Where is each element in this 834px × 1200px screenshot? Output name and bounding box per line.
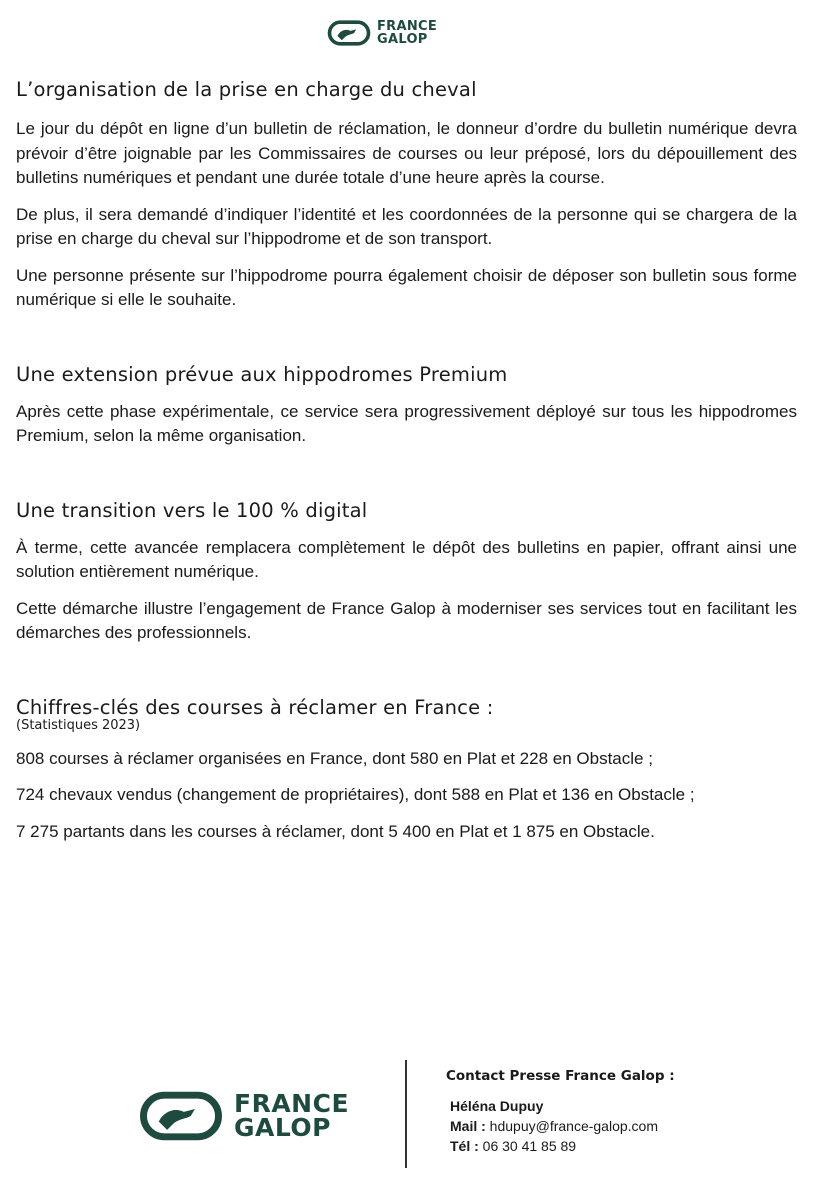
logo-word-line1: FRANCE <box>377 19 438 34</box>
section-subheading: (Statistiques 2023) <box>16 717 141 733</box>
mail-link[interactable]: hdupuy@france-galop.com <box>489 1118 658 1134</box>
paragraph: Le jour du dépôt en ligne d’un bulletin de réclamation, le donneur d’ordre du bulletin numérique devra prévoir d’être joignable par les Commissaires de courses ou leur préposé, lors du dépouillement des bulletins numériques et pendant une durée totale d’une heure après la course. <box>16 119 797 187</box>
press-contact <box>446 1068 816 1156</box>
horse-logo-icon <box>138 1091 224 1141</box>
document-body <box>16 78 797 844</box>
logo-word-line2: GALOP <box>234 1112 331 1142</box>
logo-word-line2: GALOP <box>377 32 428 47</box>
paragraph: Une personne présente sur l’hippodrome pourra également choisir de déposer son bulletin sous forme numérique si elle le souhaite. <box>16 265 797 309</box>
footer-divider <box>405 1060 407 1168</box>
section-heading: Une transition vers le 100 % digital <box>16 498 368 522</box>
tel-label: Tél : <box>450 1138 479 1154</box>
top-logo <box>327 12 472 54</box>
horse-logo-icon <box>327 20 371 46</box>
stat-line: 724 chevaux vendus (changement de propriétaires), dont 588 en Plat et 136 en Obstacle ; <box>16 785 695 804</box>
contact-title: Contact Presse France Galop : <box>446 1068 675 1084</box>
contact-mail <box>450 1116 816 1136</box>
logo-wordmark <box>377 20 437 46</box>
paragraph: Après cette phase expérimentale, ce service sera progressivement déployé sur tous les hippodromes Premium, selon la même organisation. <box>16 401 797 445</box>
mail-label: Mail : <box>450 1118 486 1134</box>
section-heading: Une extension prévue aux hippodromes Premium <box>16 362 508 386</box>
section-heading: L’organisation de la prise en charge du cheval <box>16 78 477 101</box>
paragraph: De plus, il sera demandé d’indiquer l’identité et les coordonnées de la personne qui se chargera de la prise en charge du cheval sur l’hippodrome et de son transport. <box>16 204 797 248</box>
paragraph: Cette démarche illustre l’engagement de France Galop à moderniser ses services tout en facilitant les démarches des professionnels. <box>16 598 797 642</box>
footer-logo <box>138 1088 383 1143</box>
contact-phone <box>450 1136 816 1156</box>
stat-line: 7 275 partants dans les courses à réclamer, dont 5 400 en Plat et 1 875 en Obstacle. <box>16 821 655 841</box>
section-heading: Chiffres-clés des courses à réclamer en France : <box>16 695 494 719</box>
logo-word-line1: FRANCE <box>234 1088 350 1118</box>
contact-name <box>450 1096 816 1116</box>
logo-wordmark <box>234 1088 350 1142</box>
contact-name-value: Héléna Dupuy <box>450 1098 544 1114</box>
paragraph: À terme, cette avancée remplacera complètement le dépôt des bulletins en papier, offrant ainsi une solution entièrement numérique. <box>16 537 797 581</box>
tel-value: 06 30 41 85 89 <box>482 1138 577 1154</box>
stat-line: 808 courses à réclamer organisées en France, dont 580 en Plat et 228 en Obstacle ; <box>16 748 653 768</box>
